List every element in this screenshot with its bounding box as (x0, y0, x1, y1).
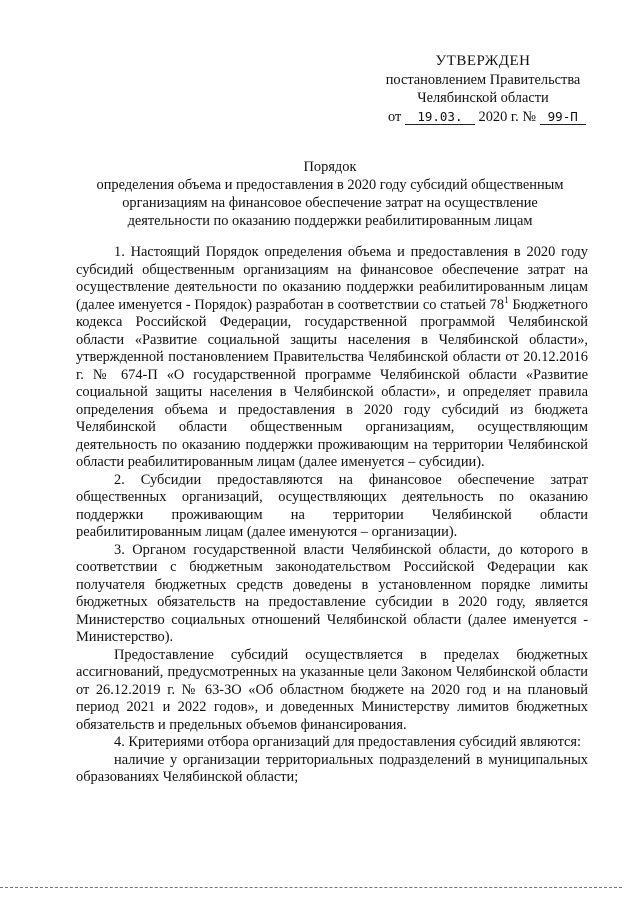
paragraph-1-part-a: 1. Настоящий Порядок определения объема и предоставления в 2020 году субсидий общественным организациям на финансовое обеспечение затрат на осуществление деятельности по оказанию поддержки реабилитированным лицам (далее именуется - Порядок) разработан в соответствии со статьей 78 (76, 244, 588, 313)
document-body (76, 244, 588, 787)
article-superscript: 1 (504, 294, 509, 305)
handwritten-date: 19.03. (405, 109, 475, 125)
paragraph-2: 2. Субсидии предоставляются на финансовое обеспечение затрат общественных организаций, осуществляющих деятельность по оказанию поддержки проживающим на территории Челябинской области реабилитированным лицам (далее именуются – организации). (76, 471, 588, 540)
document-subtitle-line-3: деятельности по оказанию поддержки реабилитированным лицам (127, 213, 533, 229)
year-number-label: 2020 г. № (478, 109, 537, 125)
paragraph-1 (76, 244, 588, 472)
paragraph-4: Предоставление субсидий осуществляется в пределах бюджетных ассигнований, предусмотренных на указанные цели Законом Челябинской области от 26.12.2019 г. № 63-ЗО «Об областном бюджете на 2020 год и на плановый период 2021 и 2022 годов», и доведенных Министерству лимитов бюджетных обязательств и предельных объемов финансирования. (76, 646, 588, 733)
paragraph-3: 3. Органом государственной власти Челябинской области, до которого в соответствии с бюджетным законодательством Российской Федерации как получателя бюджетных средств доведены в установленном порядке лимиты бюджетных обязательств на предоставление субсидии в 2020 году, является Министерство социальных отношений Челябинской области (далее именуется - Министерство). (76, 541, 588, 645)
handwritten-number: 99-П (540, 109, 586, 125)
paragraph-6: наличие у организации территориальных подразделений в муниципальных образованиях Челябинской области; (76, 751, 588, 785)
approval-title: УТВЕРЖДЕН (435, 53, 531, 69)
approval-line-2: Челябинской области (417, 90, 549, 106)
document-title: Порядок (303, 159, 357, 175)
page-bottom-divider (0, 887, 622, 888)
document-title-block (60, 158, 600, 230)
approval-line-1: постановлением Правительства (385, 72, 581, 88)
document-subtitle-line-2: организациям на финансовое обеспечение затрат на осуществление (122, 195, 538, 211)
approval-date-line (388, 108, 586, 126)
paragraph-1-part-b: Бюджетного кодекса Российской Федерации, государственной программой Челябинской области «Развитие социальной защиты населения в Челябинской области», утвержденной постановлением Правительства Челябинской области от 20.12.2016 г. № 674-П «О государственной программе Челябинской области «Развитие социальной защиты населения в Челябинской области», и определяет правила определения объема и предоставления в 2020 году субсидий из бюджета Челябинской области общественным организациям, осуществляющим деятельность по оказанию поддержки проживающим на территории Челябинской области реабилитированным лицам (далее именуется – субсидии). (76, 296, 588, 470)
paragraph-5: 4. Критериями отбора организаций для предоставления субсидий являются: (114, 734, 582, 750)
document-subtitle-line-1: определения объема и предоставления в 2020 году субсидий общественным (96, 177, 564, 193)
from-label: от (388, 109, 402, 125)
approval-stamp-block (378, 52, 588, 125)
